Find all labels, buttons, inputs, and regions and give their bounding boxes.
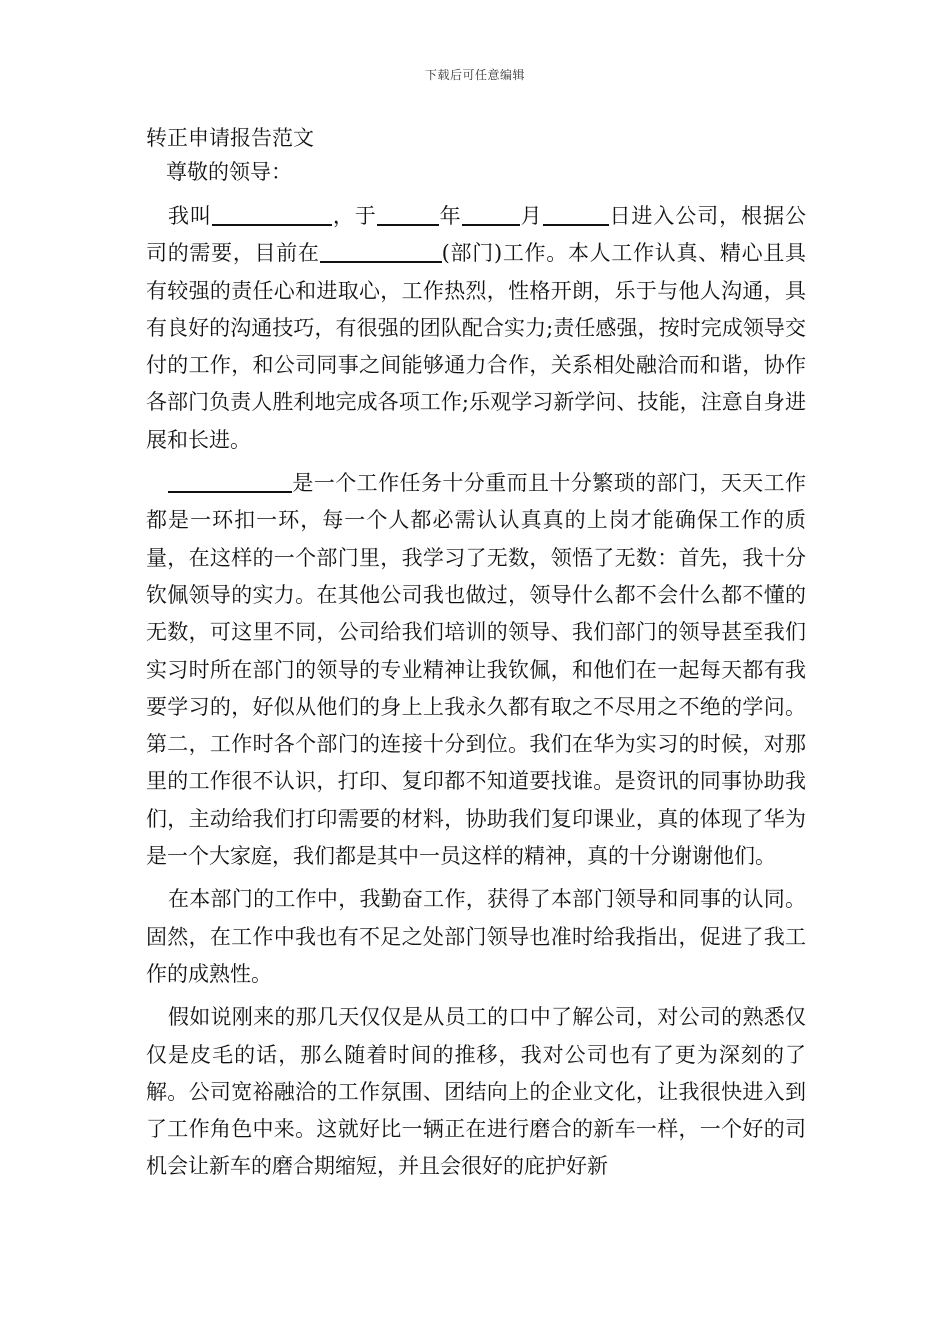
intro-text-6: (部门)工作。本人工作认真、精心且具有较强的责任心和进取心，工作热烈，性格开朗，乐于与他人沟通，具有良好的沟通技巧，有很强的团队配合实力;责任感强，按时完成领导交付的工作，和公司同事之间能够通力合作，关系相处融洽而和谐，协作各部门负责人胜利地完成各项工作;乐观学习新学问、技能，注意自身进展和长进。 (146, 241, 806, 452)
year-blank[interactable] (377, 202, 439, 226)
paragraph-department (146, 465, 806, 875)
document-title: 转正申请报告范文 (146, 126, 314, 150)
paragraph-recognition: 在本部门的工作中，我勤奋工作，获得了本部门领导和同事的认同。固然，在工作中我也有不足之处部门领导也准时给我指出，促进了我工作的成熟性。 (146, 887, 806, 986)
day-blank[interactable] (543, 202, 609, 226)
month-blank[interactable] (462, 202, 520, 226)
intro-text-2: ，于 (331, 204, 377, 228)
intro-text-1: 我叫 (168, 204, 212, 228)
department-blank[interactable] (320, 239, 442, 263)
name-blank[interactable] (212, 202, 332, 226)
page-header-note: 下载后可任意编辑 (424, 68, 525, 82)
paragraph-intro (146, 198, 806, 459)
department-name-blank[interactable] (168, 469, 292, 493)
paragraph-understanding: 假如说刚来的那几天仅仅是从员工的口中了解公司，对公司的熟悉仅仅是皮毛的话，那么随着时间的推移，我对公司也有了更为深刻的了解。公司宽裕融洽的工作氛围、团结向上的企业文化，让我很快进入到了工作角色中来。这就好比一辆正在进行磨合的新车一样，一个好的司机会让新车的磨合期缩短，并且会很好的庇护好新 (146, 1005, 806, 1179)
salutation: 尊敬的领导： (166, 160, 292, 184)
department-paragraph-text: 是一个工作任务十分重而且十分繁琐的部门，天天工作都是一环扣一环，每一个人都必需认认真真的上岗才能确保工作的质量，在这样的一个部门里，我学习了无数，领悟了无数：首先，我十分钦佩领导的实力。在其他公司我也做过，领导什么都不会什么都不懂的无数，可这里不同，公司给我们培训的领导、我们部门的领导甚至我们实习时所在部门的领导的专业精神让我钦佩，和他们在一起每天都有我要学习的，好似从他们的身上上我永久都有取之不尽用之不绝的学问。第二，工作时各个部门的连接十分到位。我们在华为实习的时候，对那里的工作很不认识，打印、复印都不知道要找谁。是资讯的同事协助我们，主动给我们打印需要的材料，协助我们复印课业，真的体现了华为是一个大家庭，我们都是其中一员这样的精神，真的十分谢谢他们。 (146, 471, 806, 869)
intro-text-4: 月 (519, 204, 543, 228)
document-body (146, 124, 806, 1192)
intro-text-5: 日进入公司，根据公司的需要，目前在 (146, 204, 807, 266)
intro-text-3: 年 (438, 204, 462, 228)
